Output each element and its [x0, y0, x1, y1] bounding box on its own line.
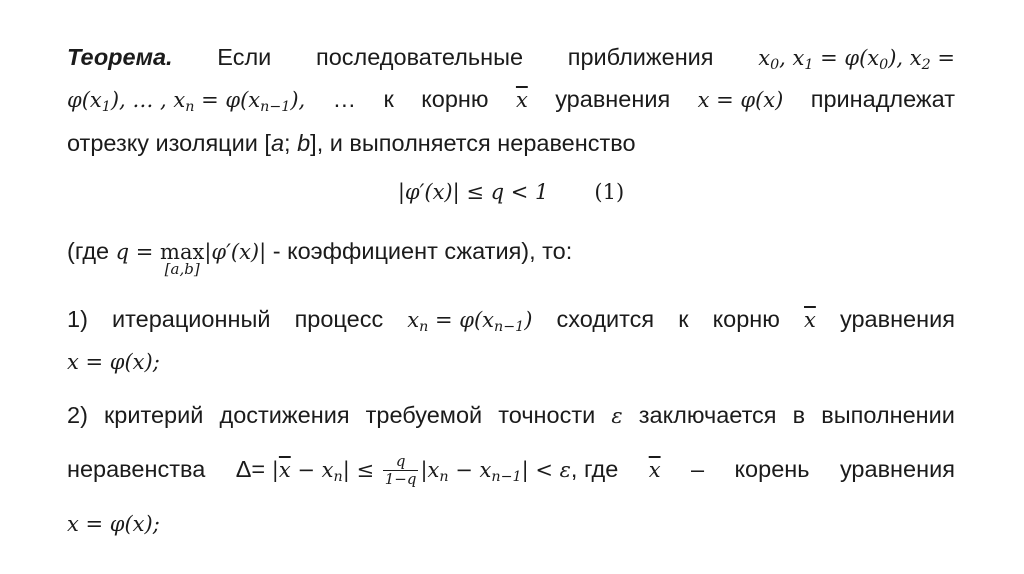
word: уравнения — [555, 86, 671, 112]
word: корню — [712, 306, 780, 332]
theorem-line-1 — [67, 40, 955, 75]
word: итерационный — [112, 306, 271, 332]
word: в — [792, 402, 806, 428]
word: корень — [734, 456, 810, 482]
word: достижения — [219, 402, 350, 428]
item-number: 1) — [67, 306, 88, 332]
word: – — [691, 456, 705, 482]
equation-formula: x = φ(x); — [67, 512, 160, 536]
word: уравнения — [839, 306, 955, 332]
where-line: (где q = max [a,b] |φ′(x)| - коэффициент сжатия), то: — [67, 234, 955, 269]
item-2-line-1 — [67, 398, 955, 433]
word: требуемой — [365, 402, 483, 428]
item-number: 2) — [67, 402, 88, 428]
root-symbol: $\overline{x}$ — [804, 308, 816, 332]
sequence-formula: $x_0$, $x_1 = \varphi(x_0)$, $x_2$ = — [758, 46, 955, 73]
word: к — [383, 86, 394, 112]
word: критерий — [104, 402, 204, 428]
epsilon-symbol: ε — [611, 404, 623, 428]
item-2-line-3 — [67, 506, 955, 541]
inequality-formula: |φ′(x)| ≤ q < 1 — [397, 180, 549, 204]
item-1-line-2 — [67, 344, 955, 379]
item-1-line-1 — [67, 302, 955, 337]
iteration-formula: $x_n = \varphi(x_{n-1})$ — [407, 308, 533, 335]
word: выполнении — [821, 402, 955, 428]
word: процесс — [294, 306, 384, 332]
contraction-fraction: $\frac{q}{1-q}$ — [384, 452, 417, 489]
interval-a: a — [270, 130, 285, 156]
word: … — [332, 86, 357, 112]
word: последовательные — [315, 44, 524, 70]
inequality-line — [67, 174, 955, 209]
item-2-line-2 — [67, 452, 955, 488]
sequence-formula-cont: $\varphi(x_1)$, … , $x_n = \varphi(x_{n-1})$, — [67, 88, 306, 115]
word: уравнения — [839, 456, 955, 482]
max-domain: [a,b] — [164, 260, 200, 278]
word: корню — [421, 86, 489, 112]
interval-b: b — [297, 130, 311, 156]
equation-formula: x = φ(x) — [697, 88, 784, 112]
word: принадлежат — [810, 86, 955, 112]
word: Если — [217, 44, 272, 70]
theorem-label: Теорема. — [67, 44, 173, 70]
max-operator: max [a,b] — [160, 240, 205, 278]
theorem-line-3: отрезку изоляции [a; b], и выполняется неравенство — [67, 130, 636, 156]
word: заключается — [638, 402, 777, 428]
word: сходится — [556, 306, 655, 332]
word: к — [678, 306, 689, 332]
theorem-line-2 — [67, 82, 955, 117]
error-estimate-formula: $\Delta= |\overline{x} - x_n|$ ≤ $\frac{q}{1-q}$ $|x_n - x_{n-1}| < \varepsilon$, где — [235, 452, 619, 489]
root-symbol: $\overline{x}$ — [648, 458, 661, 482]
word: точности — [498, 402, 596, 428]
word: приближения — [567, 44, 714, 70]
root-symbol: $\overline{x}$ — [515, 88, 528, 112]
word: неравенства — [67, 456, 206, 482]
equation-formula: x = φ(x); — [67, 350, 160, 374]
equation-number: (1) — [594, 180, 625, 204]
